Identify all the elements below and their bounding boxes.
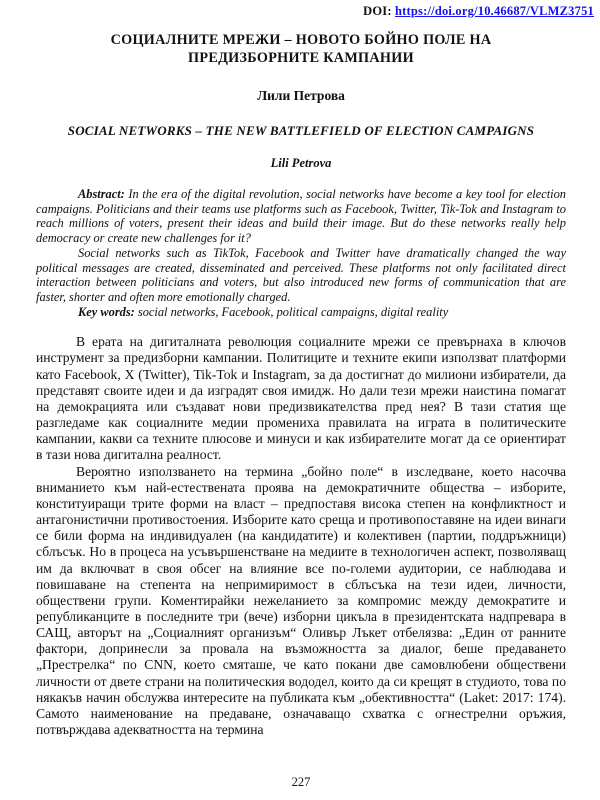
abstract-section	[36, 187, 566, 319]
author-name-english: Lili Petrova	[270, 156, 332, 170]
doi-line	[36, 4, 594, 19]
keywords-line	[36, 305, 566, 320]
abstract-paragraph-1	[36, 187, 566, 246]
author-name-bulgarian: Лили Петрова	[257, 88, 345, 103]
abstract-paragraph-2: Social networks such as TikTok, Facebook and Twitter have dramatically changed the way political messages are created, disseminated and perceived. These platforms not only facilitated direct interaction between politicians and voters, but also introduced new forms of communication that are faster, shorter and often more emotionally charged.	[36, 245, 566, 304]
article-title-bulgarian: СОЦИАЛНИТЕ МРЕЖИ – НОВОТО БОЙНО ПОЛЕ НА ПРЕДИЗБОРНИТЕ КАМПАНИИ	[110, 32, 492, 66]
body-paragraph-2: Вероятно използването на термина „бойно поле“ в изследване, което насочва вниманието към най-естествената проява на демократичните общества – изборите, конституиращи трите форми на власт – предпоставя висока степен на конфликтност и антагонистични противостоения. Изборите като среща и противопоставяне на идеи винаги се били форма на индивидуален (на кандидатите) и колективен (партии, поддръжници) сблъсък. Но в процеса на усъвършенстване на медиите в технологичен аспект, позволяващ им да включват в своя обсег на влияние все по-големи аудитории, се наблюдава и повишаване на степента на непримиримост в сблъсъка на тези идеи, личности, обществени групи. Коментирайки нежеланието за компромис между демократите и републиканците в последните три (вече) изборни цикъла в президентската надпревара в САЩ, авторът на „Социалният организъм“ Оливър Лъкет отбелязва: „Един от ранните фактори, допринесли за провала на възможността за диалог, беше предаването „Престрелка“ по CNN, което смяташе, че като покани две самовлюбени обществени личности от двете страни на политическия вододел, които да си крещят в студиото, това по някакъв начин обслужва интересите на публиката към „обективността“ (Laket: 2017: 174). Самото наименование на предаване, означаващо схватка с огнестрелни оръжия, потвърждава адекватността на термина	[36, 463, 566, 738]
keywords-text: social networks, Facebook, political campaigns, digital reality	[137, 304, 449, 319]
doi-link[interactable]: https://doi.org/10.46687/VLMZ3751	[395, 4, 594, 18]
keywords-label: Key words:	[78, 304, 135, 319]
body-paragraph-1: В ерата на дигиталната революция социалните мрежи се превърнаха в ключов инструмент за предизборни кампании. Политиците и техните екипи използват платформи като Facebook, X (Twitter), Tik-Tok и Instagram, за да достигнат до милиони избиратели, да представят своите идеи и да изградят своя имидж. Но дали тези мрежи наистина помагат на демокрацията или създават нови предизвикателства пред нея? В тази статия ще разгледаме как социалните медии промениха правилата на играта в политическите кампании, какви са техните плюсове и минуси и как избирателите могат да се ориентират в тази нова дигитална реалност.	[36, 334, 566, 463]
article-body	[36, 334, 566, 738]
abstract-label: Abstract:	[78, 187, 125, 201]
article-title-english: SOCIAL NETWORKS – THE NEW BATTLEFIELD OF ELECTION CAMPAIGNS	[67, 123, 535, 138]
doi-label: DOI:	[363, 4, 392, 18]
page-number: 227	[291, 775, 311, 789]
abstract-paragraph-1-text: In the era of the digital revolution, social networks have become a key tool for election campaigns. Politicians and their teams use platforms such as Facebook, Twitter, Tik-Tok and Instagram to reach millions of voters, present their ideas and build their image. But do these networks really help democracy or create new challenges for it?	[36, 187, 566, 246]
